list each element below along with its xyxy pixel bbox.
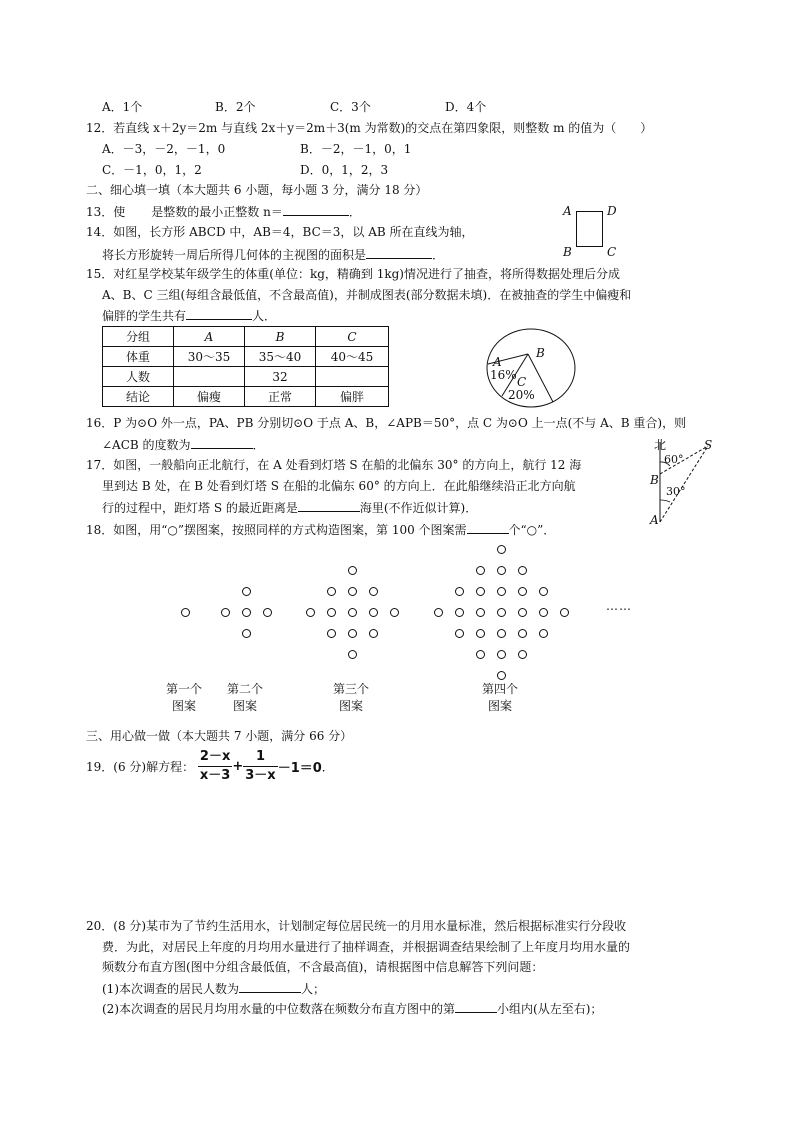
q20-line2: 费．为此，对居民上年度的月均用水量进行了抽样调查，并根据调查结果绘制了上年度月均用水量的 <box>102 940 631 954</box>
section2-title: 二、细心填一填（本大题共 6 小题，每小题 3 分，满分 18 分） <box>86 183 428 197</box>
q16-line2 <box>102 436 265 453</box>
table-cell: A <box>174 327 245 347</box>
q19-period: ． <box>321 760 334 774</box>
q14-line1: 14．如图，长方形 ABCD 中，AB＝4，BC＝3，以 AB 所在直线为轴， <box>86 225 474 239</box>
q14-rectangle <box>576 211 603 247</box>
q17-line1: 17．如图，一般船向正北航行，在 A 处看到灯塔 S 在船的北偏东 30° 的方向上，航行 12 海 <box>86 458 582 472</box>
q13-answer-blank <box>283 203 349 216</box>
q12-option-d: D．0，1，2，3 <box>300 163 389 177</box>
q14-label-a: A <box>563 204 572 218</box>
q13-suffix: ． <box>348 205 361 219</box>
pattern-label-line1: 第一个 <box>165 682 202 696</box>
q20-sub2-prefix: (2)本次调查的居民月均用水量的中位数落在频数分布直方图中的第 <box>102 1002 456 1016</box>
table-cell: 人数 <box>103 367 174 387</box>
q17-label-b: B <box>650 473 659 487</box>
fraction-denominator: x－3 <box>199 768 231 783</box>
q18-line <box>86 521 555 538</box>
q12-option-a: A．－3，－2，－1，0 <box>102 142 226 156</box>
q14-label-c: C <box>607 245 617 259</box>
pattern-2-circle <box>242 608 251 617</box>
q11-option-c: C．3个 <box>330 100 371 114</box>
q16-line2-suffix: ． <box>252 438 265 452</box>
q13-line <box>86 203 361 220</box>
q19-fraction-1 <box>198 748 232 785</box>
pattern-2-circle <box>221 608 230 617</box>
pattern-3-circle <box>306 608 315 617</box>
q14-label-b: B <box>563 245 572 259</box>
pattern-4-circle <box>476 587 485 596</box>
pattern-2-circle <box>242 587 251 596</box>
pattern-4-circle <box>497 650 506 659</box>
q16-line2-prefix: ∠ACB 的度数为 <box>102 438 191 452</box>
q20-line3: 频数分布直方图(图中分组含最低值，不含最高值)，请根据图中信息解答下列问题： <box>102 960 544 974</box>
pattern-4-circle <box>497 566 506 575</box>
q17-line3-suffix: 海里(不作近似计算)． <box>359 501 478 515</box>
pattern-label-line1: 第二个 <box>226 682 263 696</box>
pattern-2-circle <box>242 629 251 638</box>
pattern-label-line2: 图案 <box>171 699 196 713</box>
pattern-4-circle <box>518 629 527 638</box>
q11-option-b: B．2个 <box>215 100 256 114</box>
q19-fraction-2 <box>243 748 277 785</box>
q17-label-s: S <box>704 438 713 452</box>
pie-label-a: A <box>493 355 502 369</box>
q20-sub2 <box>102 1000 602 1017</box>
pattern-label-line1: 第四个 <box>481 682 518 696</box>
table-cell: 正常 <box>245 387 316 407</box>
section3-title: 三、用心做一做（本大题共 7 小题，满分 66 分） <box>86 729 353 743</box>
q14-line2-text: 将长方形旋转一周后所得几何体的主视图的面积是 <box>102 248 367 262</box>
pattern-3-circle <box>348 650 357 659</box>
pattern-3-circle <box>369 587 378 596</box>
table-cell <box>316 367 389 387</box>
pattern-3-circle <box>348 566 357 575</box>
q15-line1: 15．对红星学校某年级学生的体重(单位：kg，精确到 1kg)情况进行了抽查，将所得数据处理后分成 <box>86 267 620 281</box>
q18-suffix: 个“○”． <box>508 523 556 537</box>
pie-pct-c: 20% <box>508 388 535 402</box>
q18-label-pattern-2 <box>221 681 269 715</box>
pattern-4-circle <box>539 629 548 638</box>
pattern-4-circle <box>539 608 548 617</box>
q16-answer-blank <box>191 436 253 449</box>
pie-label-b: B <box>536 346 545 360</box>
q14-line2 <box>102 246 444 263</box>
q18-ellipsis: …… <box>606 599 632 613</box>
pattern-3-circle <box>369 608 378 617</box>
q17-label-a: A <box>650 513 659 527</box>
pattern-label-line2: 图案 <box>232 699 257 713</box>
pattern-4-circle <box>518 650 527 659</box>
pattern-4-circle <box>476 629 485 638</box>
table-cell: 30～35 <box>174 347 245 367</box>
pattern-4-circle <box>434 608 443 617</box>
pattern-4-circle <box>455 587 464 596</box>
q12-option-c: C．－1，0，1，2 <box>102 163 202 177</box>
table-row <box>103 387 389 407</box>
q14-suffix: ． <box>432 248 445 262</box>
pattern-3-circle <box>369 629 378 638</box>
table-cell: 35～40 <box>245 347 316 367</box>
q14-answer-blank <box>366 246 432 259</box>
q13-prefix: 13．使 <box>86 205 126 219</box>
q17-angle-60: 60° <box>664 453 684 466</box>
q17-line3-prefix: 行的过程中，距灯塔 S 的最近距离是 <box>102 501 298 515</box>
q20-sub1-suffix: 人； <box>301 982 326 996</box>
pattern-4-circle <box>518 587 527 596</box>
q19-plus: + <box>232 759 244 774</box>
pattern-label-line1: 第三个 <box>332 682 369 696</box>
q16-line1: 16．P 为⊙O 外一点，PA、PB 分别切⊙O 于点 A、B，∠APB＝50°，点 C 为⊙O 上一点(不与 A、B 重合)，则 <box>86 416 687 430</box>
table-row <box>103 347 389 367</box>
table-cell: 体重 <box>103 347 174 367</box>
table-cell: B <box>245 327 316 347</box>
q17-angle-30: 30° <box>666 485 686 498</box>
pattern-4-circle <box>476 608 485 617</box>
q15-line3 <box>102 307 276 324</box>
q13-middle: 是整数的最小正整数 n＝ <box>151 205 283 219</box>
pattern-3-circle <box>348 608 357 617</box>
q20-line1: 20．(8 分)某市为了节约生活用水，计划制定每位居民统一的月用水量标准，然后根据标准实行分段收 <box>86 919 627 933</box>
q17-label-north: 北 <box>654 438 667 452</box>
pie-pct-a: 16% <box>490 368 517 382</box>
q14-label-d: D <box>607 204 617 218</box>
q11-option-a: A．1个 <box>102 100 143 114</box>
q12-stem: 12．若直线 x＋2y＝2m 与直线 2x＋y＝2m＋3(m 为常数)的交点在第四象限，则整数 m 的值为（ ） <box>86 121 653 135</box>
q12-option-b: B．－2，－1，0，1 <box>300 142 412 156</box>
pattern-4-circle <box>560 608 569 617</box>
q17-line2: 里到达 B 处，在 B 处看到灯塔 S 在船的北偏东 60° 的方向上．在此船继续沿正北方向航 <box>102 479 576 493</box>
pattern-4-circle <box>497 629 506 638</box>
table-cell: 偏胖 <box>316 387 389 407</box>
q20-sub2-suffix: 小组内(从左至右)； <box>497 1002 603 1016</box>
fraction-denominator: 3－x <box>245 768 276 783</box>
table-cell: 分组 <box>103 327 174 347</box>
pattern-4-circle <box>518 608 527 617</box>
pattern-4-circle <box>497 587 506 596</box>
pattern-4-circle <box>455 608 464 617</box>
table-row <box>103 327 389 347</box>
table-cell: C <box>316 327 389 347</box>
table-cell: 偏瘦 <box>174 387 245 407</box>
q20-sub2-answer-blank <box>455 1000 497 1013</box>
q15-answer-blank <box>186 307 252 320</box>
q11-option-d: D．4个 <box>445 100 487 114</box>
pattern-3-circle <box>348 629 357 638</box>
pattern-3-circle <box>348 587 357 596</box>
pattern-4-circle <box>476 566 485 575</box>
q18-label-pattern-4 <box>476 681 524 715</box>
table-row <box>103 367 389 387</box>
q19-equation-tail: －1＝0 <box>277 761 322 776</box>
pie-label-c: C <box>517 375 527 389</box>
q20-sub1-answer-blank <box>239 980 301 993</box>
pattern-1-circle <box>181 608 190 617</box>
pattern-3-circle <box>327 629 336 638</box>
pattern-4-circle <box>497 545 506 554</box>
q18-prefix: 18．如图，用“○”摆图案，按照同样的方式构造图案，第 100 个图案需 <box>86 523 467 537</box>
q17-line3 <box>102 499 477 516</box>
pattern-4-circle <box>497 671 506 680</box>
fraction-numerator: 2－x <box>198 748 232 767</box>
pattern-3-circle <box>327 608 336 617</box>
pattern-4-circle <box>539 587 548 596</box>
q18-label-pattern-1 <box>160 681 208 715</box>
pattern-4-circle <box>518 566 527 575</box>
q17-answer-blank <box>298 499 360 512</box>
q20-sub1-prefix: (1)本次调查的居民人数为 <box>102 982 239 996</box>
q18-answer-blank <box>467 521 509 534</box>
pattern-4-circle <box>476 650 485 659</box>
fraction-numerator: 1 <box>243 748 277 767</box>
table-cell <box>174 367 245 387</box>
pattern-3-circle <box>390 608 399 617</box>
pattern-label-line2: 图案 <box>338 699 363 713</box>
pattern-2-circle <box>263 608 272 617</box>
q18-label-pattern-3 <box>327 681 375 715</box>
pattern-3-circle <box>327 587 336 596</box>
pattern-label-line2: 图案 <box>487 699 512 713</box>
pattern-4-circle <box>497 608 506 617</box>
q15-line3-prefix: 偏胖的学生共有 <box>102 309 187 323</box>
q19-prefix: 19．(6 分)解方程： <box>86 760 195 774</box>
pattern-4-circle <box>455 629 464 638</box>
q20-sub1 <box>102 980 325 997</box>
q15-line3-suffix: 人． <box>252 309 277 323</box>
angle-30-arc <box>660 500 670 502</box>
q19-line <box>86 748 334 785</box>
table-cell: 40～45 <box>316 347 389 367</box>
table-cell: 32 <box>245 367 316 387</box>
q15-group-table <box>102 326 389 407</box>
table-cell: 结论 <box>103 387 174 407</box>
q15-line2: A、B、C 三组(每组含最低值，不含最高值)，并制成图表(部分数据未填)．在被抽查的学生中偏瘦和 <box>102 288 632 302</box>
